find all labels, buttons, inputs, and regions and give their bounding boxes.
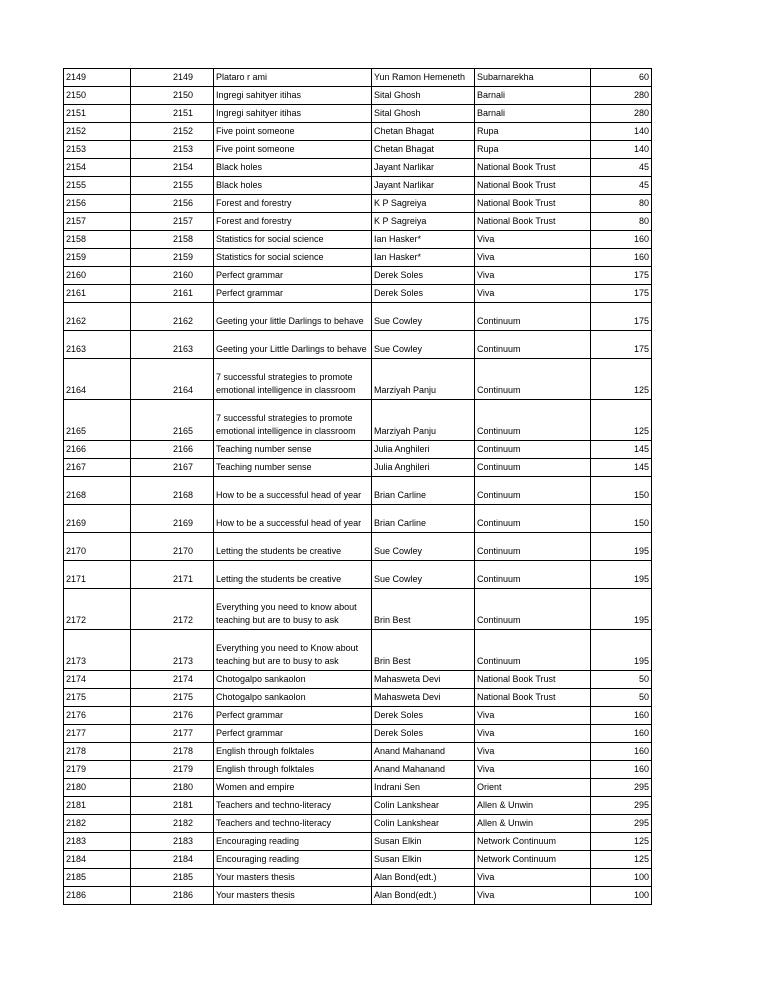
book-price: 100 bbox=[591, 869, 652, 887]
book-number: 2166 bbox=[131, 441, 214, 459]
table-row bbox=[64, 671, 652, 689]
book-title: Black holes bbox=[214, 159, 372, 177]
book-author: Mahasweta Devi bbox=[372, 671, 475, 689]
book-title: How to be a successful head of year bbox=[214, 477, 372, 505]
book-author: Mahasweta Devi bbox=[372, 689, 475, 707]
book-title: 7 successful strategies to promote emotional intelligence in classroom bbox=[214, 400, 372, 441]
book-author: K P Sagreiya bbox=[372, 213, 475, 231]
book-price: 160 bbox=[591, 707, 652, 725]
book-author: Jayant Narlikar bbox=[372, 177, 475, 195]
book-price: 140 bbox=[591, 123, 652, 141]
book-publisher: Subarnarekha bbox=[475, 69, 591, 87]
book-title: Your masters thesis bbox=[214, 869, 372, 887]
table-row bbox=[64, 743, 652, 761]
book-title: Five point someone bbox=[214, 141, 372, 159]
book-price: 125 bbox=[591, 833, 652, 851]
book-publisher: Viva bbox=[475, 743, 591, 761]
accession-number: 2184 bbox=[64, 851, 131, 869]
accession-number: 2169 bbox=[64, 505, 131, 533]
book-author: Alan Bond(edt.) bbox=[372, 869, 475, 887]
accession-number: 2179 bbox=[64, 761, 131, 779]
book-price: 145 bbox=[591, 459, 652, 477]
accession-number: 2182 bbox=[64, 815, 131, 833]
book-author: Chetan Bhagat bbox=[372, 123, 475, 141]
book-price: 160 bbox=[591, 249, 652, 267]
accession-number: 2170 bbox=[64, 533, 131, 561]
book-price: 140 bbox=[591, 141, 652, 159]
book-title: English through folktales bbox=[214, 761, 372, 779]
accession-number: 2167 bbox=[64, 459, 131, 477]
book-author: Brian Carline bbox=[372, 477, 475, 505]
book-number: 2185 bbox=[131, 869, 214, 887]
book-number: 2173 bbox=[131, 630, 214, 671]
book-title: Perfect grammar bbox=[214, 725, 372, 743]
book-price: 160 bbox=[591, 725, 652, 743]
book-author: Anand Mahanand bbox=[372, 761, 475, 779]
book-publisher: National Book Trust bbox=[475, 159, 591, 177]
book-number: 2155 bbox=[131, 177, 214, 195]
table-row bbox=[64, 123, 652, 141]
book-publisher: Rupa bbox=[475, 141, 591, 159]
book-price: 50 bbox=[591, 689, 652, 707]
accession-number: 2164 bbox=[64, 359, 131, 400]
book-title: Forest and forestry bbox=[214, 195, 372, 213]
book-publisher: Viva bbox=[475, 267, 591, 285]
book-author: Susan Elkin bbox=[372, 851, 475, 869]
book-price: 295 bbox=[591, 797, 652, 815]
accession-number: 2186 bbox=[64, 887, 131, 905]
book-price: 295 bbox=[591, 815, 652, 833]
book-author: Marziyah Panju bbox=[372, 400, 475, 441]
book-publisher: Continuum bbox=[475, 561, 591, 589]
book-number: 2153 bbox=[131, 141, 214, 159]
accession-number: 2150 bbox=[64, 87, 131, 105]
book-number: 2186 bbox=[131, 887, 214, 905]
book-price: 195 bbox=[591, 630, 652, 671]
book-number: 2159 bbox=[131, 249, 214, 267]
book-publisher: Viva bbox=[475, 887, 591, 905]
book-title: Teaching number sense bbox=[214, 441, 372, 459]
table-row bbox=[64, 761, 652, 779]
book-title: Teaching number sense bbox=[214, 459, 372, 477]
accession-number: 2159 bbox=[64, 249, 131, 267]
book-title: Geeting your little Darlings to behave bbox=[214, 303, 372, 331]
book-number: 2151 bbox=[131, 105, 214, 123]
book-number: 2176 bbox=[131, 707, 214, 725]
table-row bbox=[64, 159, 652, 177]
book-register-table bbox=[63, 68, 652, 905]
book-number: 2182 bbox=[131, 815, 214, 833]
book-title: Letting the students be creative bbox=[214, 533, 372, 561]
book-number: 2181 bbox=[131, 797, 214, 815]
accession-number: 2183 bbox=[64, 833, 131, 851]
book-publisher: Continuum bbox=[475, 459, 591, 477]
accession-number: 2160 bbox=[64, 267, 131, 285]
book-number: 2162 bbox=[131, 303, 214, 331]
book-number: 2184 bbox=[131, 851, 214, 869]
book-publisher: Viva bbox=[475, 725, 591, 743]
accession-number: 2157 bbox=[64, 213, 131, 231]
book-title: Encouraging reading bbox=[214, 851, 372, 869]
book-number: 2149 bbox=[131, 69, 214, 87]
accession-number: 2152 bbox=[64, 123, 131, 141]
book-title: Perfect grammar bbox=[214, 267, 372, 285]
book-publisher: Viva bbox=[475, 249, 591, 267]
book-title: Ingregi sahityer itihas bbox=[214, 87, 372, 105]
book-number: 2157 bbox=[131, 213, 214, 231]
accession-number: 2171 bbox=[64, 561, 131, 589]
table-row bbox=[64, 87, 652, 105]
book-author: Colin Lankshear bbox=[372, 797, 475, 815]
book-title: Chotogalpo sankaolon bbox=[214, 671, 372, 689]
book-price: 125 bbox=[591, 851, 652, 869]
book-publisher: National Book Trust bbox=[475, 177, 591, 195]
book-publisher: Continuum bbox=[475, 400, 591, 441]
book-publisher: Viva bbox=[475, 869, 591, 887]
book-publisher: Continuum bbox=[475, 331, 591, 359]
book-price: 160 bbox=[591, 743, 652, 761]
accession-number: 2176 bbox=[64, 707, 131, 725]
table-row bbox=[64, 815, 652, 833]
book-publisher: Continuum bbox=[475, 441, 591, 459]
book-number: 2164 bbox=[131, 359, 214, 400]
table-row bbox=[64, 851, 652, 869]
book-author: Sue Cowley bbox=[372, 561, 475, 589]
book-title: Statistics for social science bbox=[214, 231, 372, 249]
book-price: 50 bbox=[591, 671, 652, 689]
book-number: 2160 bbox=[131, 267, 214, 285]
book-title: Perfect grammar bbox=[214, 285, 372, 303]
book-author: Susan Elkin bbox=[372, 833, 475, 851]
accession-number: 2178 bbox=[64, 743, 131, 761]
book-author: Colin Lankshear bbox=[372, 815, 475, 833]
book-publisher: Barnali bbox=[475, 87, 591, 105]
book-price: 45 bbox=[591, 177, 652, 195]
book-number: 2154 bbox=[131, 159, 214, 177]
book-number: 2172 bbox=[131, 589, 214, 630]
table-row bbox=[64, 533, 652, 561]
book-number: 2161 bbox=[131, 285, 214, 303]
accession-number: 2165 bbox=[64, 400, 131, 441]
table-row bbox=[64, 69, 652, 87]
book-title: Everything you need to know about teaching but are to busy to ask bbox=[214, 589, 372, 630]
book-price: 175 bbox=[591, 331, 652, 359]
book-number: 2180 bbox=[131, 779, 214, 797]
book-author: Derek Soles bbox=[372, 707, 475, 725]
book-price: 125 bbox=[591, 400, 652, 441]
book-publisher: Orient bbox=[475, 779, 591, 797]
book-price: 150 bbox=[591, 505, 652, 533]
book-title: Teachers and techno-literacy bbox=[214, 815, 372, 833]
accession-number: 2168 bbox=[64, 477, 131, 505]
accession-number: 2155 bbox=[64, 177, 131, 195]
book-number: 2183 bbox=[131, 833, 214, 851]
accession-number: 2166 bbox=[64, 441, 131, 459]
book-publisher: Continuum bbox=[475, 303, 591, 331]
book-title: Perfect grammar bbox=[214, 707, 372, 725]
table-row bbox=[64, 561, 652, 589]
accession-number: 2172 bbox=[64, 589, 131, 630]
book-number: 2168 bbox=[131, 477, 214, 505]
table-row bbox=[64, 630, 652, 671]
table-row bbox=[64, 505, 652, 533]
book-price: 145 bbox=[591, 441, 652, 459]
book-title: Women and empire bbox=[214, 779, 372, 797]
table-row bbox=[64, 267, 652, 285]
table-row bbox=[64, 105, 652, 123]
book-author: Sital Ghosh bbox=[372, 87, 475, 105]
book-register-sheet bbox=[63, 68, 649, 905]
accession-number: 2158 bbox=[64, 231, 131, 249]
book-price: 195 bbox=[591, 533, 652, 561]
book-number: 2171 bbox=[131, 561, 214, 589]
table-row bbox=[64, 725, 652, 743]
book-title: Five point someone bbox=[214, 123, 372, 141]
book-title: Everything you need to Know about teaching but are to busy to ask bbox=[214, 630, 372, 671]
accession-number: 2161 bbox=[64, 285, 131, 303]
accession-number: 2156 bbox=[64, 195, 131, 213]
table-row bbox=[64, 400, 652, 441]
book-publisher: Viva bbox=[475, 707, 591, 725]
accession-number: 2180 bbox=[64, 779, 131, 797]
book-publisher: National Book Trust bbox=[475, 671, 591, 689]
table-row bbox=[64, 797, 652, 815]
book-title: Letting the students be creative bbox=[214, 561, 372, 589]
book-number: 2174 bbox=[131, 671, 214, 689]
accession-number: 2181 bbox=[64, 797, 131, 815]
book-price: 175 bbox=[591, 267, 652, 285]
book-title: Your masters thesis bbox=[214, 887, 372, 905]
book-publisher: Viva bbox=[475, 761, 591, 779]
book-title: Chotogalpo sankaolon bbox=[214, 689, 372, 707]
book-author: Ian Hasker* bbox=[372, 231, 475, 249]
book-publisher: Continuum bbox=[475, 589, 591, 630]
book-title: Black holes bbox=[214, 177, 372, 195]
accession-number: 2149 bbox=[64, 69, 131, 87]
book-price: 280 bbox=[591, 87, 652, 105]
book-author: Yun Ramon Hemeneth bbox=[372, 69, 475, 87]
book-title: Geeting your Little Darlings to behave bbox=[214, 331, 372, 359]
book-author: Derek Soles bbox=[372, 285, 475, 303]
book-publisher: Continuum bbox=[475, 533, 591, 561]
book-publisher: Viva bbox=[475, 231, 591, 249]
book-number: 2156 bbox=[131, 195, 214, 213]
book-price: 195 bbox=[591, 589, 652, 630]
book-publisher: Barnali bbox=[475, 105, 591, 123]
table-row bbox=[64, 441, 652, 459]
book-author: Sital Ghosh bbox=[372, 105, 475, 123]
book-number: 2169 bbox=[131, 505, 214, 533]
table-row bbox=[64, 477, 652, 505]
book-number: 2177 bbox=[131, 725, 214, 743]
book-price: 160 bbox=[591, 231, 652, 249]
book-title: Teachers and techno-literacy bbox=[214, 797, 372, 815]
book-number: 2179 bbox=[131, 761, 214, 779]
book-number: 2167 bbox=[131, 459, 214, 477]
book-author: Sue Cowley bbox=[372, 533, 475, 561]
table-row bbox=[64, 303, 652, 331]
book-price: 125 bbox=[591, 359, 652, 400]
table-row bbox=[64, 589, 652, 630]
book-author: Julia Anghileri bbox=[372, 459, 475, 477]
table-row bbox=[64, 285, 652, 303]
book-number: 2158 bbox=[131, 231, 214, 249]
table-row bbox=[64, 249, 652, 267]
book-publisher: Rupa bbox=[475, 123, 591, 141]
book-author: K P Sagreiya bbox=[372, 195, 475, 213]
book-publisher: Continuum bbox=[475, 359, 591, 400]
book-author: Anand Mahanand bbox=[372, 743, 475, 761]
book-author: Sue Cowley bbox=[372, 331, 475, 359]
book-publisher: Continuum bbox=[475, 630, 591, 671]
accession-number: 2175 bbox=[64, 689, 131, 707]
book-number: 2178 bbox=[131, 743, 214, 761]
book-number: 2165 bbox=[131, 400, 214, 441]
accession-number: 2185 bbox=[64, 869, 131, 887]
book-title: Forest and forestry bbox=[214, 213, 372, 231]
book-title: Encouraging reading bbox=[214, 833, 372, 851]
book-price: 80 bbox=[591, 213, 652, 231]
book-price: 80 bbox=[591, 195, 652, 213]
book-number: 2175 bbox=[131, 689, 214, 707]
book-price: 175 bbox=[591, 285, 652, 303]
book-publisher: Continuum bbox=[475, 477, 591, 505]
book-publisher: Viva bbox=[475, 285, 591, 303]
book-price: 295 bbox=[591, 779, 652, 797]
table-row bbox=[64, 869, 652, 887]
book-price: 45 bbox=[591, 159, 652, 177]
accession-number: 2163 bbox=[64, 331, 131, 359]
book-publisher: Continuum bbox=[475, 505, 591, 533]
accession-number: 2177 bbox=[64, 725, 131, 743]
book-price: 60 bbox=[591, 69, 652, 87]
book-title: Plataro r ami bbox=[214, 69, 372, 87]
book-author: Julia Anghileri bbox=[372, 441, 475, 459]
accession-number: 2153 bbox=[64, 141, 131, 159]
book-publisher: Allen & Unwin bbox=[475, 815, 591, 833]
book-title: English through folktales bbox=[214, 743, 372, 761]
table-row bbox=[64, 689, 652, 707]
book-author: Marziyah Panju bbox=[372, 359, 475, 400]
accession-number: 2174 bbox=[64, 671, 131, 689]
book-publisher: Allen & Unwin bbox=[475, 797, 591, 815]
book-author: Brin Best bbox=[372, 630, 475, 671]
table-row bbox=[64, 833, 652, 851]
book-price: 100 bbox=[591, 887, 652, 905]
book-number: 2163 bbox=[131, 331, 214, 359]
book-title: How to be a successful head of year bbox=[214, 505, 372, 533]
book-author: Brin Best bbox=[372, 589, 475, 630]
book-price: 175 bbox=[591, 303, 652, 331]
table-row bbox=[64, 141, 652, 159]
table-row bbox=[64, 707, 652, 725]
book-author: Derek Soles bbox=[372, 267, 475, 285]
table-row bbox=[64, 231, 652, 249]
book-title: Statistics for social science bbox=[214, 249, 372, 267]
accession-number: 2173 bbox=[64, 630, 131, 671]
book-author: Chetan Bhagat bbox=[372, 141, 475, 159]
book-number: 2152 bbox=[131, 123, 214, 141]
book-price: 195 bbox=[591, 561, 652, 589]
book-publisher: National Book Trust bbox=[475, 689, 591, 707]
accession-number: 2154 bbox=[64, 159, 131, 177]
book-author: Jayant Narlikar bbox=[372, 159, 475, 177]
table-row bbox=[64, 459, 652, 477]
book-number: 2170 bbox=[131, 533, 214, 561]
table-row bbox=[64, 195, 652, 213]
book-author: Sue Cowley bbox=[372, 303, 475, 331]
book-price: 150 bbox=[591, 477, 652, 505]
table-row bbox=[64, 213, 652, 231]
book-publisher: Network Continuum bbox=[475, 833, 591, 851]
book-title: 7 successful strategies to promote emotional intelligence in classroom bbox=[214, 359, 372, 400]
table-row bbox=[64, 779, 652, 797]
book-price: 160 bbox=[591, 761, 652, 779]
table-row bbox=[64, 887, 652, 905]
table-row bbox=[64, 359, 652, 400]
accession-number: 2151 bbox=[64, 105, 131, 123]
book-author: Derek Soles bbox=[372, 725, 475, 743]
book-publisher: National Book Trust bbox=[475, 195, 591, 213]
table-body bbox=[64, 69, 652, 905]
book-author: Indrani Sen bbox=[372, 779, 475, 797]
book-number: 2150 bbox=[131, 87, 214, 105]
table-row bbox=[64, 331, 652, 359]
book-title: Ingregi sahityer itihas bbox=[214, 105, 372, 123]
book-author: Brian Carline bbox=[372, 505, 475, 533]
book-author: Alan Bond(edt.) bbox=[372, 887, 475, 905]
book-publisher: Network Continuum bbox=[475, 851, 591, 869]
book-publisher: National Book Trust bbox=[475, 213, 591, 231]
accession-number: 2162 bbox=[64, 303, 131, 331]
table-row bbox=[64, 177, 652, 195]
book-author: Ian Hasker* bbox=[372, 249, 475, 267]
book-price: 280 bbox=[591, 105, 652, 123]
